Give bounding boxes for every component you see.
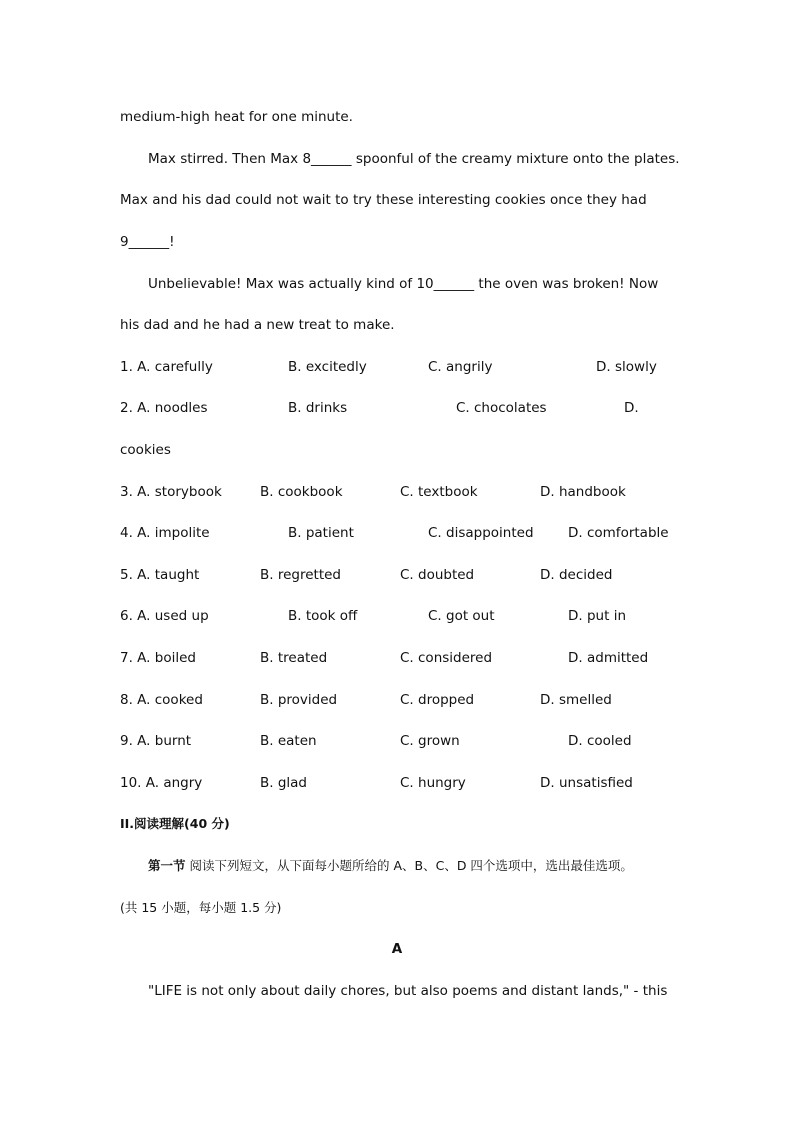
option-d: D. slowly — [596, 359, 657, 375]
option-d: D. put in — [568, 608, 626, 624]
option-b: B. drinks — [288, 400, 348, 416]
option-c: C. disappointed — [428, 525, 534, 541]
option-a: 4. A. impolite — [120, 525, 210, 541]
part-label: 第一节 — [148, 858, 186, 873]
option-c: C. chocolates — [456, 400, 547, 416]
option-c: C. got out — [428, 608, 495, 624]
option-a: 9. A. burnt — [120, 733, 192, 749]
option-d: D. cooled — [568, 733, 632, 749]
option-d-wrap: cookies — [120, 442, 171, 458]
option-b: B. took off — [288, 608, 358, 624]
option-a: 8. A. cooked — [120, 692, 203, 708]
option-a: 10. A. angry — [120, 775, 203, 791]
option-d: D. admitted — [568, 650, 649, 666]
section-instruction — [148, 857, 633, 875]
option-b: B. cookbook — [260, 484, 343, 500]
option-b: B. provided — [260, 692, 338, 708]
option-c: C. angrily — [428, 359, 493, 375]
option-b: B. glad — [260, 775, 308, 791]
passage-line: medium-high heat for one minute. — [120, 109, 353, 125]
option-b: B. eaten — [260, 733, 317, 749]
option-d: D. unsatisfied — [540, 775, 633, 791]
option-b: B. regretted — [260, 567, 341, 583]
passage-line: his dad and he had a new treat to make. — [120, 317, 395, 333]
option-c: C. grown — [400, 733, 460, 749]
option-a: 2. A. noodles — [120, 400, 208, 416]
option-a: 5. A. taught — [120, 567, 200, 583]
section-note: (共 15 小题，每小题 1.5 分) — [120, 900, 282, 915]
passage-opening: "LIFE is not only about daily chores, but also poems and distant lands," - this — [148, 983, 668, 999]
option-b: B. patient — [288, 525, 354, 541]
option-b: B. excitedly — [288, 359, 367, 375]
option-d: D. comfortable — [568, 525, 669, 541]
option-a: 7. A. boiled — [120, 650, 196, 666]
option-a: 1. A. carefully — [120, 359, 213, 375]
option-c: C. considered — [400, 650, 493, 666]
option-b: B. treated — [260, 650, 328, 666]
option-d: D. smelled — [540, 692, 612, 708]
passage-line: Unbelievable! Max was actually kind of 10______ the oven was broken! Now — [148, 276, 659, 292]
option-c: C. hungry — [400, 775, 466, 791]
option-d: D. decided — [540, 567, 613, 583]
option-a: 3. A. storybook — [120, 484, 222, 500]
passage-line: Max and his dad could not wait to try these interesting cookies once they had — [120, 192, 647, 208]
option-a: 6. A. used up — [120, 608, 209, 624]
passage-label: A — [391, 941, 403, 957]
option-d: D. — [624, 400, 639, 416]
option-d: D. handbook — [540, 484, 626, 500]
instruction-text: 阅读下列短文，从下面每小题所给的 A、B、C、D 四个选项中，选出最佳选项。 — [185, 858, 633, 873]
option-c: C. dropped — [400, 692, 475, 708]
option-c: C. textbook — [400, 484, 478, 500]
option-c: C. doubted — [400, 567, 475, 583]
passage-line: 9______! — [120, 234, 175, 250]
passage-line: Max stirred. Then Max 8______ spoonful of the creamy mixture onto the plates. — [148, 151, 680, 167]
section-heading: II.阅读理解(40 分) — [120, 816, 230, 831]
